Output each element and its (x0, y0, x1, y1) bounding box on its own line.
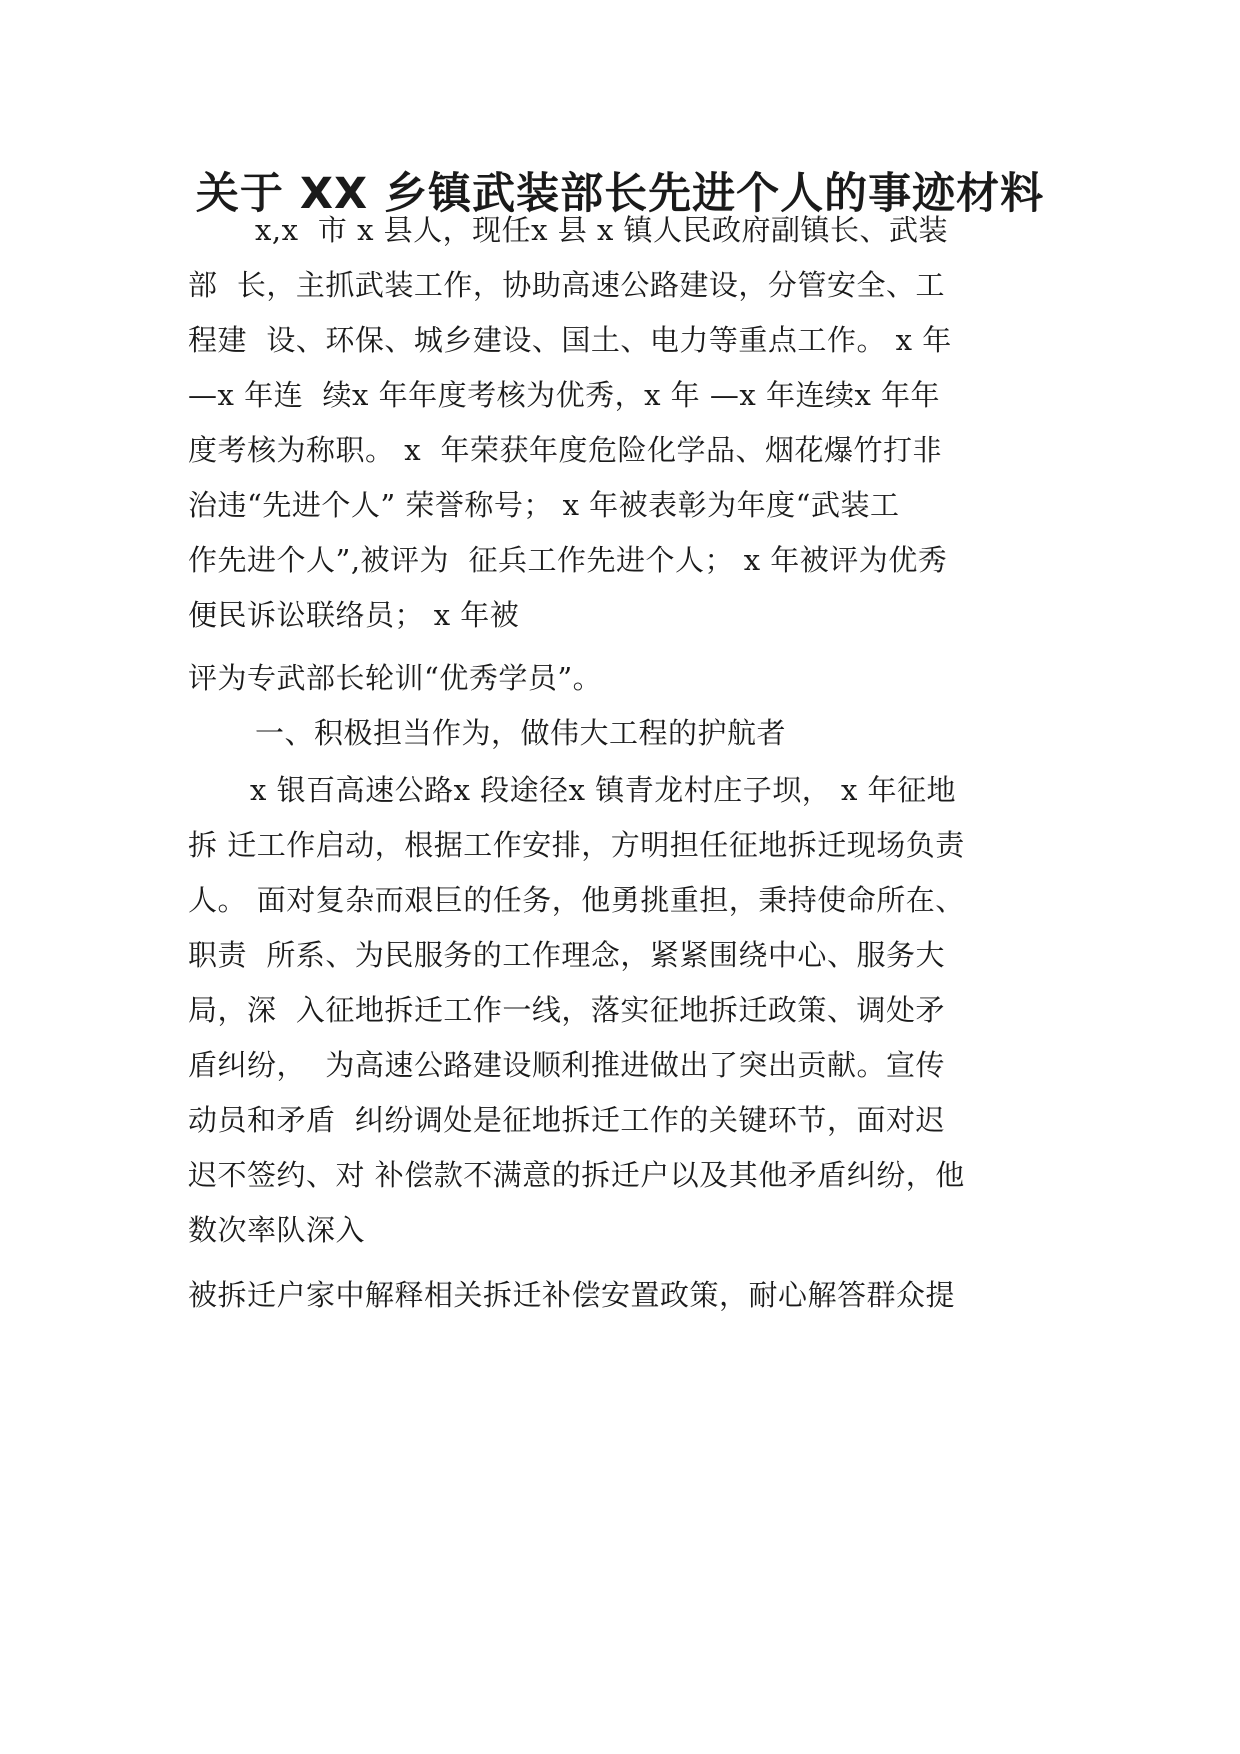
paragraph-3-line: 人。 面对复杂而艰巨的任务，他勇挑重担，秉持使命所在、 (188, 883, 965, 917)
paragraph-1-line: 程建 设、环保、城乡建设、国土、电力等重点工作。 x 年 (188, 323, 952, 357)
paragraph-4-line: 被拆迁户家中解释相关拆迁补偿安置政策，耐心解答群众提 (188, 1278, 956, 1312)
paragraph-3-line: 动员和矛盾 纠纷调处是征地拆迁工作的关键环节，面对迟 (188, 1103, 945, 1137)
paragraph-3-line: 职责 所系、为民服务的工作理念，紧紧围绕中心、服务大 (188, 938, 945, 972)
section-heading: 一、积极担当作为，做伟大工程的护航者 (255, 716, 787, 750)
paragraph-1-line: 度考核为称职。 x 年荣获年度危险化学品、烟花爆竹打非 (188, 433, 943, 467)
paragraph-2-line: 评为专武部长轮训“优秀学员”。 (188, 661, 603, 695)
paragraph-3-line: 迟不签约、对 补偿款不满意的拆迁户以及其他矛盾纠纷，他 (188, 1158, 965, 1192)
paragraph-1-line: —x 年连 续x 年年度考核为优秀，x 年 —x 年连续x 年年 (188, 378, 941, 412)
paragraph-3-line: 局，深 入征地拆迁工作一线，落实征地拆迁政策、调处矛 (188, 993, 945, 1027)
paragraph-3-line: 盾纠纷， 为高速公路建设顺利推进做出了突出贡献。宣传 (188, 1048, 945, 1082)
paragraph-1-line: 部 长，主抓武装工作，协助高速公路建设，分管安全、工 (188, 268, 945, 302)
paragraph-3-line: x 银百高速公路x 段途径x 镇青龙村庄子坝， x 年征地 (250, 773, 957, 807)
paragraph-1-line: 治违“先进个人” 荣誉称号； x 年被表彰为年度“武装工 (188, 488, 900, 522)
paragraph-3-line: 拆 迁工作启动，根据工作安排，方明担任征地拆迁现场负责 (188, 828, 965, 862)
paragraph-1-line: 作先进个人”,被评为 征兵工作先进个人； x 年被评为优秀 (188, 543, 948, 577)
paragraph-1-line: x,x 市 x 县人，现任x 县 x 镇人民政府副镇长、武装 (255, 213, 949, 247)
paragraph-3-line: 数次率队深入 (188, 1213, 366, 1247)
document-title: 关于 XX 乡镇武装部长先进个人的事迹材料 (195, 169, 1045, 219)
paragraph-1-line: 便民诉讼联络员； x 年被 (188, 598, 520, 632)
